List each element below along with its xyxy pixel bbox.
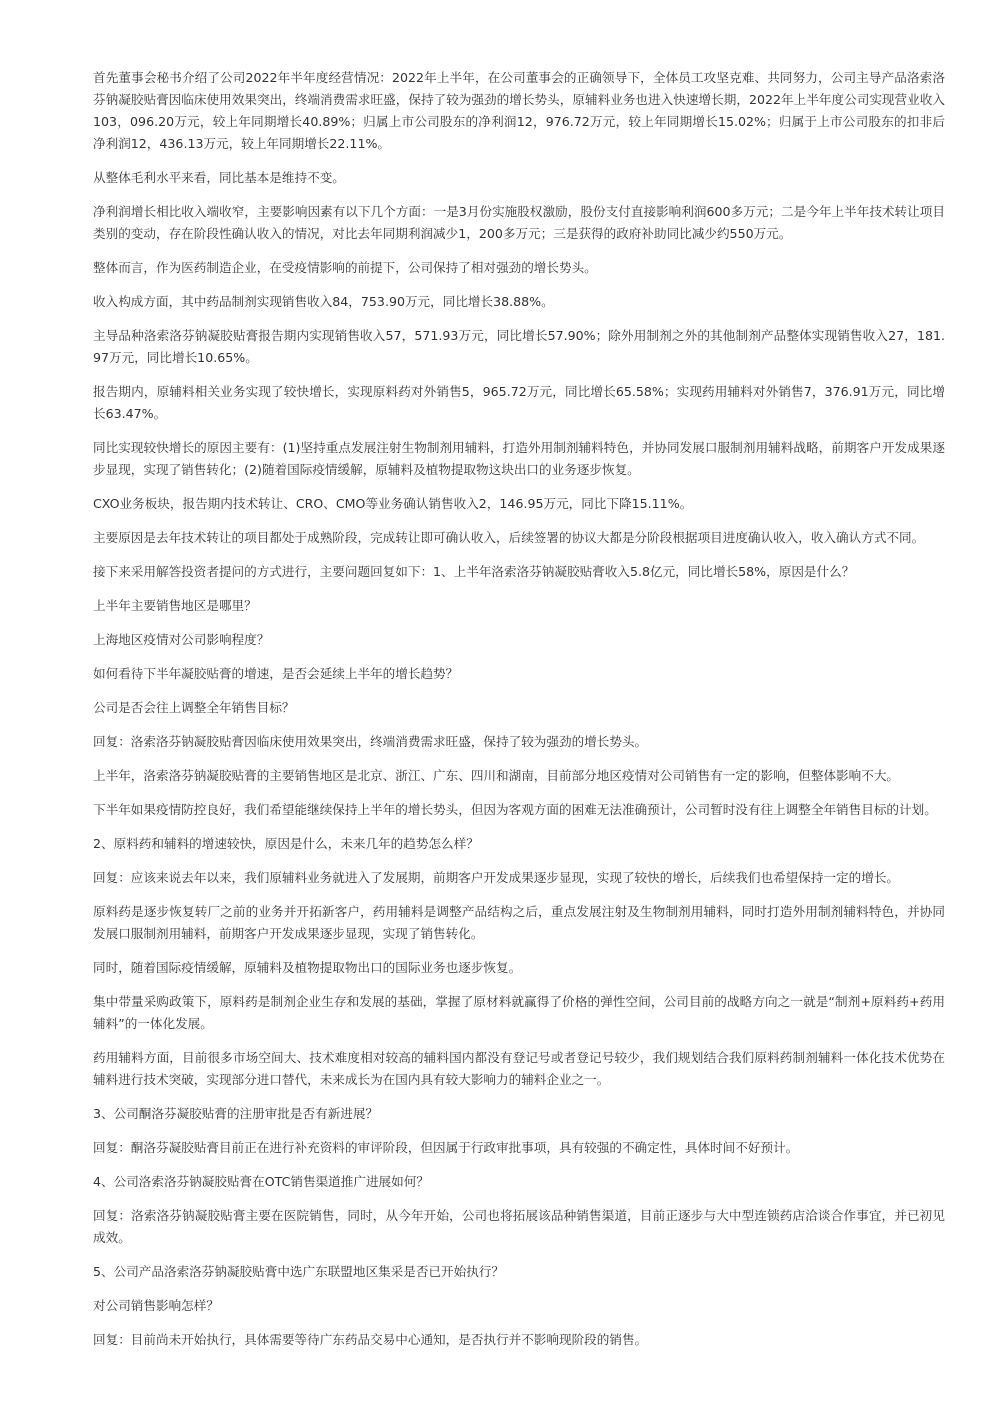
question: 如何看待下半年凝胶贴膏的增速，是否会延续上半年的增长趋势？ [93, 666, 459, 681]
paragraph: 主要原因是去年技术转让的项目都处于成熟阶段，完成转让即可确认收入，后续签署的协议大都是分阶段根据项目进度确认收入，收入确认方式不同。 [93, 530, 925, 545]
answer: 药用辅料方面，目前很多市场空间大、技术难度相对较高的辅料国内都没有登记号或者登记号较少，我们规划结合我们原料药制剂辅料一体化技术优势在辅料进行技术突破，实现部分进口替代，未来成长为在国内具有较大影响力的辅料企业之一。 [93, 1050, 945, 1087]
answer: 下半年如果疫情防控良好，我们希望能继续保持上半年的增长势头，但因为客观方面的困难无法准确预计，公司暂时没有往上调整全年销售目标的计划。 [93, 802, 937, 817]
paragraph: 同比实现较快增长的原因主要有：(1)坚持重点发展注射生物制剂用辅料，打造外用制剂辅料特色，并协同发展口服制剂用辅料战略，前期客户开发成果逐步显现，实现了销售转化；(2)随着国际疫情缓解，原辅料及植物提取物这块出口的业务逐步恢复。 [93, 440, 945, 477]
paragraph: 主导品种洛索洛芬钠凝胶贴膏报告期内实现销售收入57，571.93万元，同比增长57.90%；除外用制剂之外的其他制剂产品整体实现销售收入27，181.97万元，同比增长10.65%。 [93, 328, 945, 365]
paragraph: 净利润增长相比收入端收窄，主要影响因素有以下几个方面：一是3月份实施股权激励，股份支付直接影响利润600多万元；二是今年上半年技术转让项目类别的变动，存在阶段性确认收入的情况，对比去年同期利润减少1，200多万元；三是获得的政府补助同比减少约550万元。 [93, 204, 945, 241]
paragraph: 报告期内，原辅料相关业务实现了较快增长，实现原料药对外销售5，965.72万元，同比增长65.58%；实现药用辅料对外销售7，376.91万元，同比增长63.47%。 [93, 384, 945, 421]
answer: 回复：酮洛芬凝胶贴膏目前正在进行补充资料的审评阶段，但因属于行政审批事项，具有较强的不确定性，具体时间不好预计。 [93, 1140, 799, 1155]
question: 对公司销售影响怎样？ [93, 1298, 219, 1313]
question: 3、公司酮洛芬凝胶贴膏的注册审批是否有新进展？ [93, 1106, 379, 1121]
document-body [93, 67, 945, 1363]
answer: 回复：洛索洛芬钠凝胶贴膏因临床使用效果突出，终端消费需求旺盛，保持了较为强劲的增长势头。 [93, 734, 648, 749]
answer: 集中带量采购政策下，原料药是制剂企业生存和发展的基础，掌握了原材料就赢得了价格的弹性空间，公司目前的战略方向之一就是“制剂+原料药+药用辅料”的一体化发展。 [93, 994, 945, 1031]
answer: 回复：洛索洛芬钠凝胶贴膏主要在医院销售，同时，从今年开始，公司也将拓展该品种销售渠道，目前正逐步与大中型连锁药店洽谈合作事宜，并已初见成效。 [93, 1208, 945, 1245]
question: 5、公司产品洛索洛芬钠凝胶贴膏中选广东联盟地区集采是否已开始执行？ [93, 1264, 505, 1279]
paragraph: CXO业务板块，报告期内技术转让、CRO、CMO等业务确认销售收入2，146.95万元，同比下降15.11%。 [93, 496, 693, 511]
answer: 原料药是逐步恢复转厂之前的业务并开拓新客户，药用辅料是调整产品结构之后，重点发展注射及生物制剂用辅料，同时打造外用制剂辅料特色，并协同发展口服制剂用辅料，前期客户开发成果逐步显现，实现了销售转化。 [93, 904, 945, 941]
paragraph: 收入构成方面，其中药品制剂实现销售收入84，753.90万元，同比增长38.88%。 [93, 294, 554, 309]
question: 上海地区疫情对公司影响程度？ [93, 632, 270, 647]
answer: 上半年，洛索洛芬钠凝胶贴膏的主要销售地区是北京、浙江、广东、四川和湖南，目前部分地区疫情对公司销售有一定的影响，但整体影响不大。 [93, 768, 899, 783]
question: 接下来采用解答投资者提问的方式进行，主要问题回复如下：1、上半年洛索洛芬钠凝胶贴膏收入5.8亿元，同比增长58%，原因是什么？ [93, 564, 855, 579]
question: 4、公司洛索洛芬钠凝胶贴膏在OTC销售渠道推广进展如何？ [93, 1174, 429, 1189]
paragraph: 整体而言，作为医药制造企业，在受疫情影响的前提下，公司保持了相对强劲的增长势头。 [93, 260, 597, 275]
question: 2、原料药和辅料的增速较快，原因是什么，未来几年的趋势怎么样？ [93, 836, 479, 851]
paragraph: 从整体毛利水平来看，同比基本是维持不变。 [93, 170, 345, 185]
question: 上半年主要销售地区是哪里？ [93, 598, 257, 613]
paragraph: 首先董事会秘书介绍了公司2022年半年度经营情况：2022年上半年，在公司董事会的正确领导下，全体员工攻坚克难、共同努力，公司主导产品洛索洛芬钠凝胶贴膏因临床使用效果突出，终端消费需求旺盛，保持了较为强劲的增长势头，原辅料业务也进入快速增长期，2022年上半年度公司实现营业收入103，096.20万元，较上年同期增长40.89%；归属上市公司股东的净利润12，976.72万元，较上年同期增长15.02%；归属于上市公司股东的扣非后净利润12，436.13万元，较上年同期增长22.11%。 [93, 70, 945, 151]
question: 公司是否会往上调整全年销售目标？ [93, 700, 295, 715]
answer: 回复：应该来说去年以来，我们原辅料业务就进入了发展期，前期客户开发成果逐步显现，实现了较快的增长，后续我们也希望保持一定的增长。 [93, 870, 899, 885]
answer: 同时，随着国际疫情缓解，原辅料及植物提取物出口的国际业务也逐步恢复。 [93, 960, 522, 975]
answer: 回复：目前尚未开始执行，具体需要等待广东药品交易中心通知，是否执行并不影响现阶段的销售。 [93, 1332, 648, 1347]
